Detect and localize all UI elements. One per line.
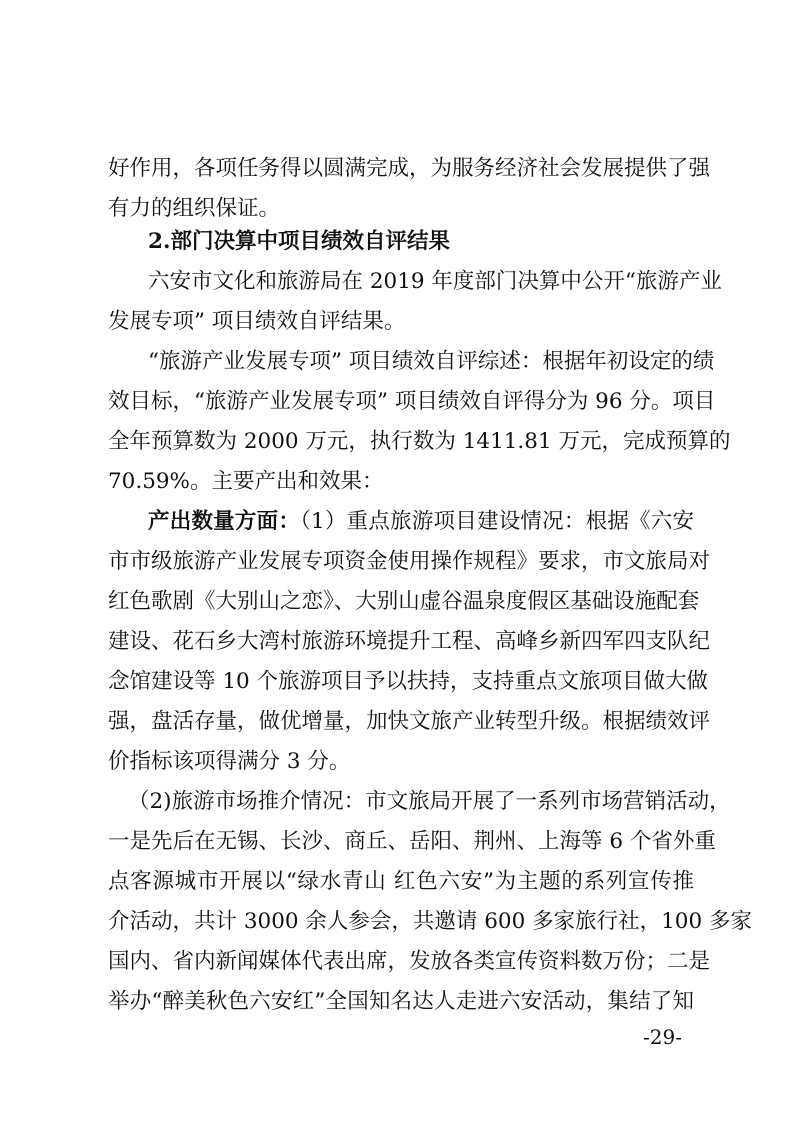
text-line: 一是先后在无锡、长沙、商丘、岳阳、荆州、上海等 6 个省外重 bbox=[108, 829, 716, 854]
text-line: 点客源城市开展以“绿水青山 红色六安”为主题的系列宣传推 bbox=[108, 869, 694, 894]
section-heading: 2.部门决算中项目绩效自评结果 bbox=[148, 229, 450, 254]
text-line: 有力的组织保证。 bbox=[108, 196, 281, 221]
text-line: 价指标该项得满分 3 分。 bbox=[108, 749, 351, 774]
page-number: -29- bbox=[643, 1025, 682, 1049]
text-span: （1）重点旅游项目建设情况：根据《六安 bbox=[300, 509, 694, 534]
text-line: 全年预算数为 2000 万元，执行数为 1411.81 万元，完成预算的 bbox=[108, 429, 731, 454]
text-line: 发展专项” 项目绩效自评结果。 bbox=[108, 309, 406, 334]
text-line: “旅游产业发展专项” 项目绩效自评综述：根据年初设定的绩 bbox=[148, 349, 715, 374]
text-line: 建设、花石乡大湾村旅游环境提升工程、高峰乡新四军四支队纪 bbox=[108, 629, 711, 654]
text-line: 介活动，共计 3000 余人参会，共邀请 600 多家旅行社，100 多家 bbox=[108, 909, 752, 934]
text-line: （2)旅游市场推介情况：市文旅局开展了一系列市场营销活动， bbox=[128, 789, 731, 814]
text-line: 国内、省内新闻媒体代表出席，发放各类宣传资料数万份；二是 bbox=[108, 949, 711, 974]
text-line: 好作用，各项任务得以圆满完成，为服务经济社会发展提供了强 bbox=[108, 156, 711, 181]
text-line: 红色歌剧《大别山之恋》、大别山虚谷温泉度假区基础设施配套 bbox=[108, 589, 700, 614]
text-line: 念馆建设等 10 个旅游项目予以扶持，支持重点文旅项目做大做 bbox=[108, 669, 709, 694]
text-line bbox=[148, 510, 694, 534]
text-line: 70.59%。主要产出和效果： bbox=[108, 469, 384, 494]
text-line: 举办“醉美秋色六安红”全国知名达人走进六安活动，集结了知 bbox=[108, 989, 694, 1014]
text-line: 六安市文化和旅游局在 2019 年度部门决算中公开“旅游产业 bbox=[148, 269, 722, 294]
text-line: 市市级旅游产业发展专项资金使用操作规程》要求，市文旅局对 bbox=[108, 549, 711, 574]
text-line: 效目标，“旅游产业发展专项” 项目绩效自评得分为 96 分。项目 bbox=[108, 389, 716, 414]
text-line: 强，盘活存量，做优增量，加快文旅产业转型升级。根据绩效评 bbox=[108, 709, 711, 734]
bold-lead: 产出数量方面： bbox=[148, 509, 301, 534]
